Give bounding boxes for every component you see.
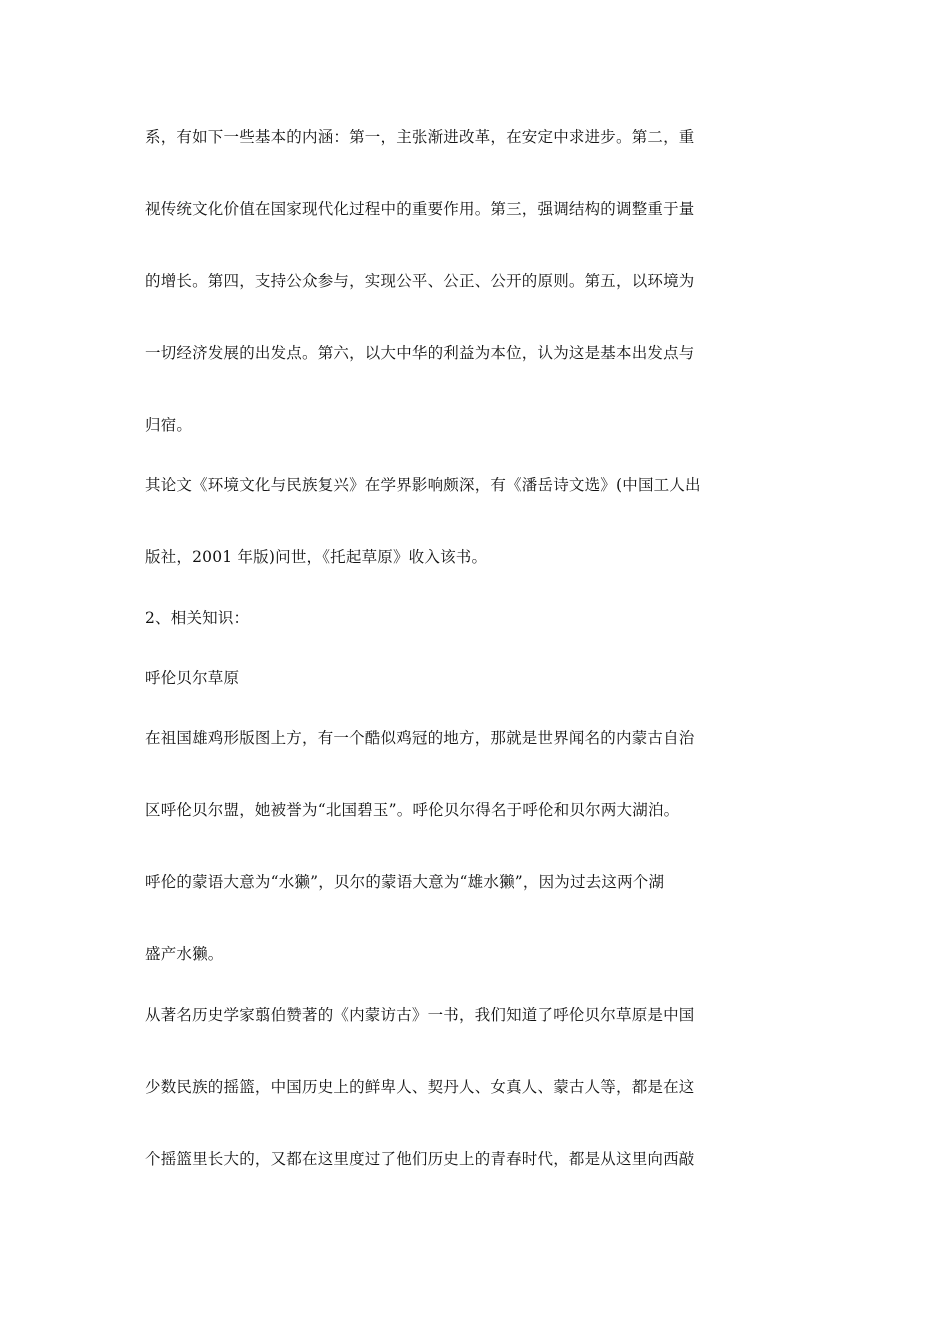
text-line: 呼伦的蒙语大意为“水獭”，贝尔的蒙语大意为“雄水獭”，因为过去这两个湖 bbox=[145, 873, 665, 891]
section-heading: 2、相关知识： bbox=[145, 609, 250, 627]
text-line: 视传统文化价值在国家现代化过程中的重要作用。第三，强调结构的调整重于量 bbox=[145, 200, 695, 218]
text-line: 个摇篮里长大的，又都在这里度过了他们历史上的青春时代，都是从这里向西敲 bbox=[145, 1150, 695, 1168]
text-line: 的增长。第四，支持公众参与，实现公平、公正、公开的原则。第五，以环境为 bbox=[145, 272, 695, 290]
text-line: 区呼伦贝尔盟，她被誉为“北国碧玉”。呼伦贝尔得名于呼伦和贝尔两大湖泊。 bbox=[145, 801, 680, 819]
text-line: 其论文《环境文化与民族复兴》在学界影响颇深，有《潘岳诗文选》(中国工人出 bbox=[145, 476, 701, 494]
text-line: 归宿。 bbox=[145, 416, 193, 434]
text-line: 从著名历史学家翦伯赞著的《内蒙访古》一书，我们知道了呼伦贝尔草原是中国 bbox=[145, 1006, 695, 1024]
text-line: 盛产水獭。 bbox=[145, 945, 224, 963]
text-line: 系，有如下一些基本的内涵：第一，主张渐进改革，在安定中求进步。第二，重 bbox=[145, 128, 695, 146]
text-line: 少数民族的摇篮，中国历史上的鲜卑人、契丹人、女真人、蒙古人等，都是在这 bbox=[145, 1078, 695, 1096]
text-line: 在祖国雄鸡形版图上方，有一个酷似鸡冠的地方，那就是世界闻名的内蒙古自治 bbox=[145, 729, 695, 747]
text-line: 一切经济发展的出发点。第六，以大中华的利益为本位，认为这是基本出发点与 bbox=[145, 344, 695, 362]
subsection-heading: 呼伦贝尔草原 bbox=[145, 669, 240, 687]
text-line: 版社，2001 年版)问世，《托起草原》收入该书。 bbox=[145, 548, 488, 566]
